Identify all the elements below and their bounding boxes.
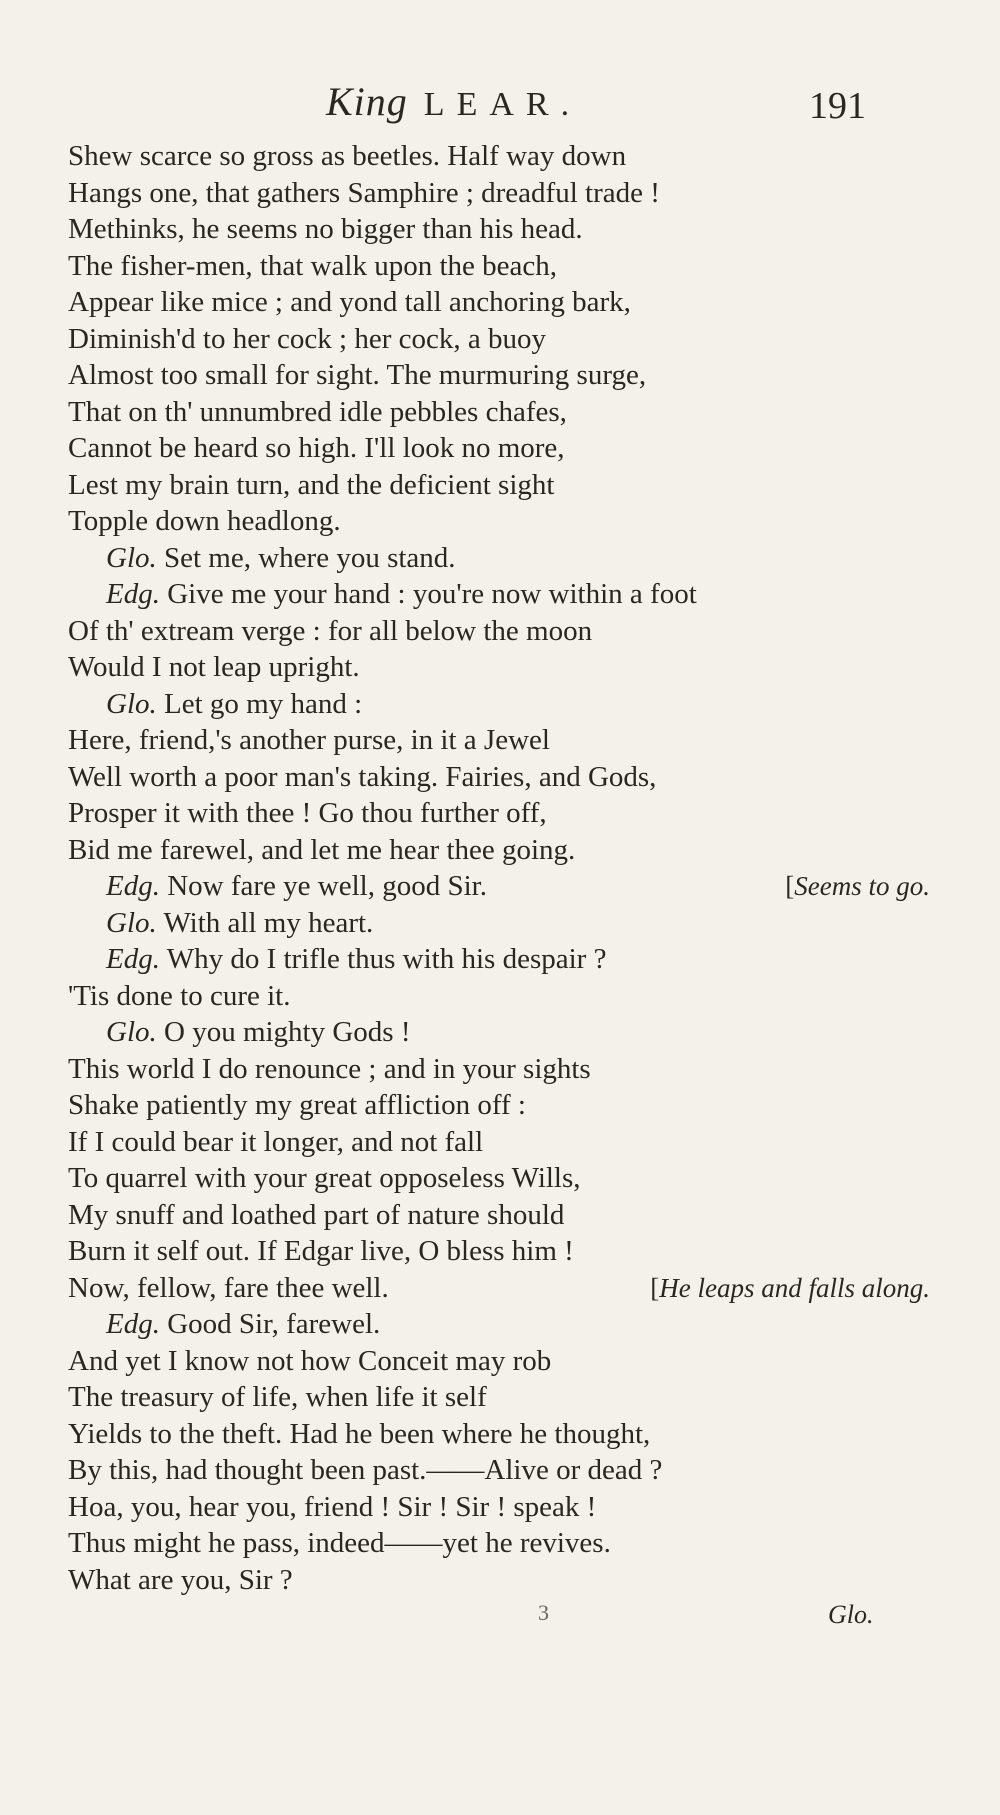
line-text: If I could bear it longer, and not fall	[68, 1125, 484, 1158]
line-text: To quarrel with your great opposeless Wills,	[68, 1162, 581, 1194]
text-line	[68, 211, 908, 248]
speaker-name: Edg.	[106, 870, 160, 902]
stage-direction	[785, 868, 930, 905]
line-text: 'Tis done to cure it.	[68, 979, 291, 1012]
line-text: This world I do renounce ; and in your sights	[68, 1052, 591, 1085]
line-text: Appear like mice ; and yond tall anchoring bark,	[68, 286, 631, 318]
text-line	[68, 1306, 908, 1343]
text-line	[68, 138, 908, 175]
text-line	[68, 978, 908, 1015]
text-line	[68, 284, 908, 321]
text-line	[68, 321, 908, 358]
text-line	[68, 540, 908, 577]
line-text: Set me, where you stand.	[156, 541, 456, 574]
text-line	[68, 1525, 908, 1562]
text-line	[68, 576, 908, 613]
line-text: Here, friend,'s another purse, in it a Jewel	[68, 724, 550, 756]
line-text: Almost too small for sight. The murmuring surge,	[68, 359, 647, 391]
text-line	[68, 686, 908, 723]
line-text: That on th' unnumbred idle pebbles chafes,	[68, 395, 567, 428]
text-line	[68, 722, 908, 759]
text-line	[68, 759, 908, 796]
text-line	[68, 503, 908, 540]
speaker-name: Glo.	[106, 906, 157, 939]
speaker-name: Glo.	[106, 1016, 157, 1048]
speaker-name: Edg.	[106, 943, 160, 975]
line-text: Cannot be heard so high. I'll look no more,	[68, 432, 565, 464]
line-text: Prosper it with thee ! Go thou further off,	[68, 797, 547, 829]
line-text: Yields to the theft. Had he been where he thought,	[68, 1417, 651, 1450]
running-title-italic: King	[326, 79, 408, 124]
text-line	[68, 941, 908, 978]
line-text: Shew scarce so gross as beetles. Half way down	[68, 140, 627, 172]
text-line	[68, 868, 930, 905]
text-line	[68, 430, 908, 467]
text-line	[68, 1160, 908, 1197]
line-text: Hangs one, that gathers Samphire ; dreadful trade !	[68, 176, 660, 209]
stage-direction-text: Seems to go.	[794, 871, 930, 901]
text-line	[68, 1562, 908, 1599]
line-text: And yet I know not how Conceit may rob	[68, 1344, 552, 1377]
line-text: The fisher-men, that walk upon the beach,	[68, 249, 558, 282]
line-text: Of th' extream verge : for all below the moon	[68, 614, 593, 647]
line-text: With all my heart.	[156, 906, 374, 939]
stage-direction-bracket: [	[785, 871, 795, 901]
text-line	[68, 1087, 908, 1124]
text-line	[68, 1197, 908, 1234]
line-text: Topple down headlong.	[68, 505, 341, 537]
text-line	[68, 1124, 908, 1161]
line-text: Would I not leap upright.	[68, 651, 360, 683]
line-text: Well worth a poor man's taking. Fairies, and Gods,	[68, 760, 657, 793]
line-text: By this, had thought been past.——Alive or dead ?	[68, 1454, 663, 1486]
line-text: Hoa, you, hear you, friend ! Sir ! Sir ! speak !	[68, 1490, 597, 1523]
stage-direction	[650, 1270, 930, 1307]
line-text: Thus might he pass, indeed——yet he revives.	[68, 1527, 611, 1559]
text-line	[68, 1343, 908, 1380]
line-text: Burn it self out. If Edgar live, O bless him !	[68, 1235, 574, 1267]
catchword: Glo.	[828, 1600, 874, 1629]
line-text: Methinks, he seems no bigger than his head.	[68, 213, 583, 245]
text-line	[68, 1014, 908, 1051]
play-text	[68, 138, 930, 1598]
text-line	[68, 1379, 908, 1416]
speaker-name: Edg.	[106, 1308, 160, 1340]
text-line	[68, 1270, 930, 1307]
text-line	[68, 467, 908, 504]
running-title	[326, 78, 581, 125]
page-footer	[0, 1600, 1000, 1640]
line-text: Good Sir, farewel.	[159, 1308, 381, 1340]
line-text: Lest my brain turn, and the deficient sight	[68, 468, 555, 501]
text-line	[68, 394, 908, 431]
text-line	[68, 832, 908, 869]
text-line	[68, 613, 908, 650]
signature-mark: 3	[538, 1600, 549, 1625]
line-text: Let go my hand :	[156, 687, 363, 720]
speaker-name: Edg.	[106, 578, 160, 610]
line-text: Give me your hand : you're now within a foot	[159, 578, 697, 610]
text-line	[68, 1233, 908, 1270]
text-line	[68, 175, 908, 212]
line-text: What are you, Sir ?	[68, 1563, 293, 1596]
line-text: Shake patiently my great affliction off :	[68, 1089, 526, 1121]
line-text: My snuff and loathed part of nature should	[68, 1198, 565, 1231]
text-line	[68, 248, 908, 285]
text-line	[68, 1452, 908, 1489]
text-line	[68, 795, 908, 832]
text-line	[68, 1416, 908, 1453]
running-title-caps: LEAR.	[423, 86, 582, 123]
stage-direction-text: He leaps and falls along.	[659, 1272, 930, 1303]
text-line	[68, 649, 908, 686]
line-text: The treasury of life, when life it self	[68, 1381, 487, 1413]
text-line	[68, 357, 908, 394]
line-text: Why do I trifle thus with his despair ?	[159, 943, 607, 975]
page-header	[0, 78, 1000, 138]
line-text: O you mighty Gods !	[156, 1016, 411, 1048]
line-text: Now, fellow, fare thee well.	[68, 1271, 389, 1304]
text-line	[68, 1489, 908, 1526]
speaker-name: Glo.	[106, 541, 157, 574]
page-number: 191	[809, 85, 866, 127]
speaker-name: Glo.	[106, 687, 157, 720]
line-text: Diminish'd to her cock ; her cock, a buoy	[68, 322, 546, 355]
line-text: Now fare ye well, good Sir.	[159, 870, 487, 902]
text-line	[68, 1051, 908, 1088]
text-line	[68, 905, 908, 942]
stage-direction-bracket: [	[650, 1272, 660, 1303]
line-text: Bid me farewel, and let me hear thee going.	[68, 833, 576, 866]
